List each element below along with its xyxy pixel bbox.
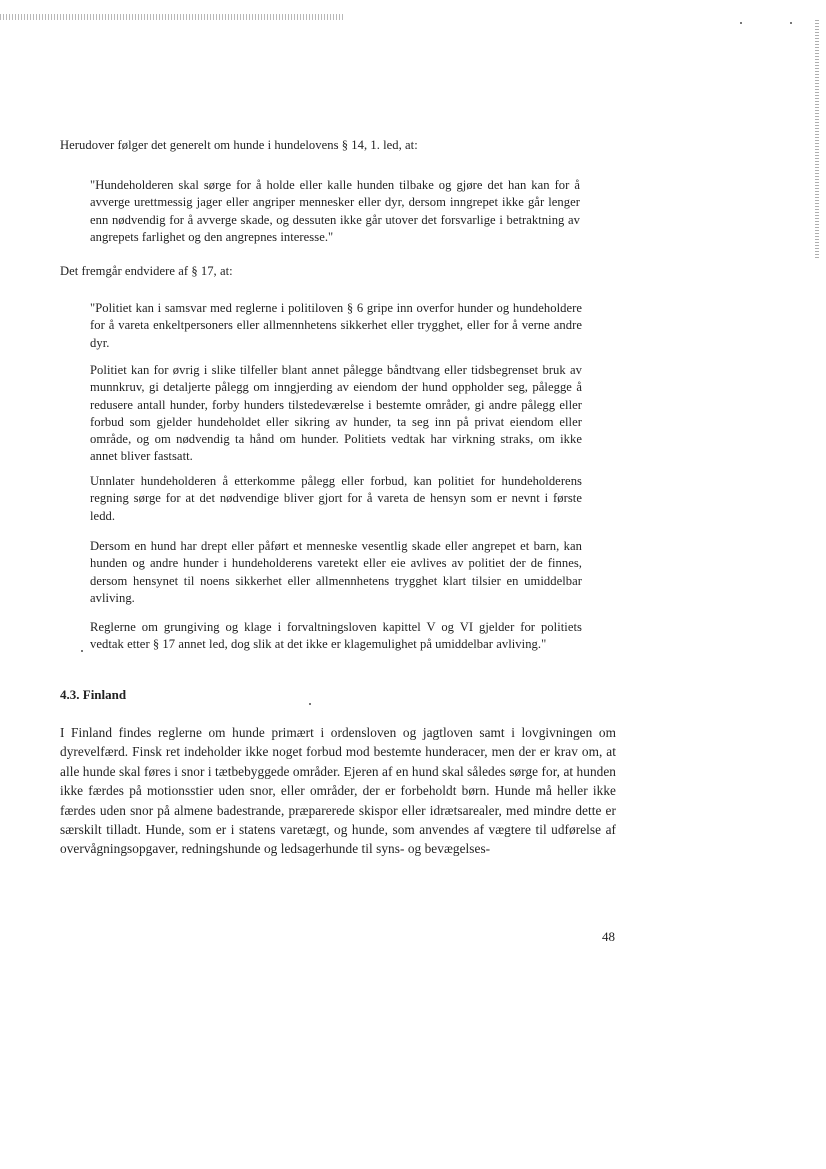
- quote-paragraph-17-3: Unnlater hundeholderen å etterkomme pålegg eller forbud, kan politiet for hundeholderens regning sørge for at det nødvendige bliver gjort for å vareta de hensyn som er nevnt i første ledd.: [90, 474, 582, 523]
- intro-paragraph-14: Herudover følger det generelt om hunde i hundelovens § 14, 1. led, at:: [60, 138, 418, 152]
- page-number: 48: [602, 929, 615, 944]
- scan-artifact-top: [0, 14, 345, 20]
- quote-paragraph-17-5: Reglerne om grungiving og klage i forvaltningsloven kapittel V og VI gjelder for politiets vedtak etter § 17 annet led, dog slik at det ikke er klagemulighet på umiddelbar avliving.": [90, 620, 582, 652]
- scan-artifact-right: [815, 20, 819, 260]
- scan-speck: [309, 703, 311, 705]
- scan-speck: [740, 22, 742, 24]
- intro-paragraph-17: Det fremgår endvidere af § 17, at:: [60, 264, 233, 278]
- quote-paragraph-14: "Hundeholderen skal sørge for å holde eller kalle hunden tilbake og gjøre det han kan for å avverge urettmessig jager eller angriper mennesker eller dyr, dersom inngrepet ikke går lenger enn nødvendig for å avverge skade, og dessuten ikke går utover det forsvarlige i betraktning av angrepets farlighet og den angrepnes interesse.": [90, 178, 580, 244]
- section-heading: 4.3. Finland: [60, 687, 127, 702]
- quote-paragraph-17-2: Politiet kan for øvrig i slike tilfeller blant annet pålegge båndtvang eller tidsbegrenset bruk av munnkruv, gi detaljerte pålegg om inngjerding av eiendom der hund oppholder seg, pålegge å redusere antall hunder, forby hunders tilstedeværelse i bestemte områder, gi andre pålegg eller forbud som gjelder hundeholdet eller sikring av hunder, ta seg inn på privat eiendom eller område, og om nødvendig ta hånd om hunder. Politiets vedtak har virkning straks, om ikke annet bliver fastsatt.: [90, 363, 582, 464]
- quote-paragraph-17-1: "Politiet kan i samsvar med reglerne i politiloven § 6 gripe inn overfor hunder og hundeholdere for å vareta enkeltpersoners eller allmennhetens sikkerhet eller trygghet, eller for å verne andre dyr.: [90, 301, 582, 350]
- scan-speck: [790, 22, 792, 24]
- scan-speck: [81, 650, 83, 652]
- quote-paragraph-17-4: Dersom en hund har drept eller påført et menneske vesentlig skade eller angrepet et barn, kan hunden og andre hunder i hundeholderens varetekt eller eie avlives av politiet der de finnes, dersom hensynet til noens sikkerhet eller allmennhetens trygghet klart tilsier en umiddelbar avliving.: [90, 539, 582, 605]
- finland-paragraph: I Finland findes reglerne om hunde primært i ordensloven og jagtloven samt i lovgivningen om dyrevelfærd. Finsk ret indeholder ikke noget forbud mod bestemte hunderacer, men der er krav om, at alle hunde skal føres i snor i tætbebyggede områder. Ejeren af en hund skal således sørge for, at hunden ikke færdes på motionsstier uden snor, eller områder, der er forbeholdt børn. Hunde må heller ikke færdes uden snor på almene badestrande, præparerede skispor eller idrætsarealer, med mindre dette er særskilt tilladt. Hunde, som er i statens varetægt, og hunde, som anvendes af vægtere til udførelse af overvågningsopgaver, redningshunde og ledsagerhunde til syns- og bevægelses-: [60, 725, 616, 857]
